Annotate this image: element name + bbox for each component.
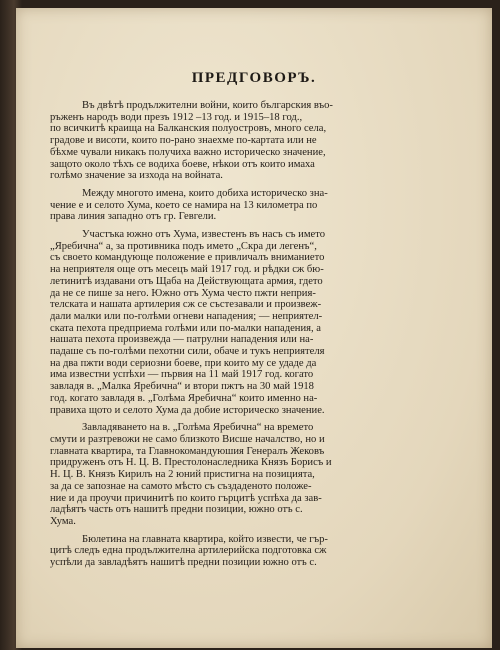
text-line: на неприятеля още отъ месецъ май 1917 год. и рѣдки сж бю-: [50, 264, 324, 276]
text-line: завладя в. „Малка Яребична“ и втори пжтъ на 30 май 1918: [50, 381, 314, 393]
text-line: смути и разтревожи не само близкото Висше началство, но и: [50, 433, 325, 445]
text-line: защото около тѣхъ се водиха боеве, нѣкои отъ които имаха: [50, 158, 315, 170]
paragraph: [50, 534, 450, 569]
text-line: бѣхме чували никакъ получиха важно историческо значение,: [50, 146, 326, 158]
text-line: телската и нашата артилерия сж се състезавали и произвеж-: [50, 299, 322, 311]
text-line: летинитѣ издавани отъ Щаба на Действующата армия, гдето: [50, 275, 323, 287]
text-line: правиха щото и селото Хума да добие историческо значение.: [50, 404, 325, 416]
text-line: придруженъ отъ Н. Ц. В. Престолонаследника Князъ Борисъ и: [50, 457, 332, 469]
text-line: на два пжти води сериозни боеве, при които му се удаде да: [50, 357, 317, 369]
text-line: ние и да проучи причинитѣ по които гърцитѣ успѣха да зав-: [50, 492, 322, 504]
text-line: нашата пехота произвежда — патрулни нападения или на-: [50, 334, 314, 346]
paragraph: [50, 188, 450, 223]
text-line: падаше съ по-голѣми пехотни сили, обаче и тукъ неприятеля: [50, 346, 325, 358]
paragraph: [50, 422, 450, 527]
text-line: за да се запознае на самото мѣсто съ създаденото положе-: [50, 480, 312, 492]
text-line: цитѣ следъ една продължителна артилерийска подготовка сж: [50, 545, 327, 557]
page-title: ПРЕДГОВОРЪ.: [191, 70, 317, 86]
text-line: чение е и селото Хума, което се намира на 13 километра по: [50, 199, 318, 211]
text-line: права линия западно отъ гр. Гевгели.: [50, 211, 217, 223]
text-line: да не се пише за него. Южно отъ Хума често пжти неприя-: [50, 287, 316, 299]
text-line: по всичкитѣ краища на Балканския полуостровъ, много села,: [50, 123, 327, 135]
text-line: главната квартира, та Главнокомандуюшия Генералъ Жековъ: [50, 445, 325, 457]
text-line: Между многото имена, които добиха историческо зна-: [82, 187, 328, 199]
text-line: ръженъ народъ води презъ 1912 –13 год. и 1915–18 год.,: [50, 111, 303, 123]
text-line: успѣли да завладѣятъ нашитѣ предни позиции южно отъ с.: [50, 557, 317, 569]
paragraph: [50, 229, 450, 416]
text-line: Хума.: [50, 515, 76, 527]
text-line: съ своето командующе положение е привличалъ вниманието: [50, 252, 325, 264]
text-line: ската пехота предприема голѣми или по-малки нападения, а: [50, 322, 322, 334]
text-line: Н. Ц. В. Князъ Кирилъ на 2 юний пристигна на позицията,: [50, 469, 315, 481]
preface-body: [50, 100, 450, 575]
text-line: Въ двѣтѣ продължителни войни, които българския въо-: [82, 100, 333, 111]
text-line: Завладяването на в. „Голѣма Яребична“ на времето: [82, 422, 314, 434]
text-line: градове и висоти, които по-рано знаехме по-картата или не: [50, 135, 317, 147]
text-line: голѣмо значение за изхода на войната.: [50, 170, 223, 182]
text-line: има известни успѣхи — първия на 11 май 1917 год. когато: [50, 369, 314, 381]
text-line: дали малки или по-голѣми огневи нападения; — неприятел-: [50, 310, 323, 322]
text-line: ладѣятъ часть отъ нашитѣ предни позиции, южно отъ с.: [50, 504, 303, 516]
text-line: Участъка южно отъ Хума, известенъ въ насъ съ името: [82, 229, 326, 241]
text-line: „Яребична“ а, за противника подъ името „Скра ди легенъ“,: [50, 240, 317, 252]
paragraph: [50, 100, 450, 182]
text-line: год. когато завладя в. „Голѣма Яребична“ които именно на-: [50, 392, 318, 404]
text-line: Бюлетина на главната квартира, който извести, че гър-: [82, 533, 328, 545]
book-page: [16, 8, 492, 648]
